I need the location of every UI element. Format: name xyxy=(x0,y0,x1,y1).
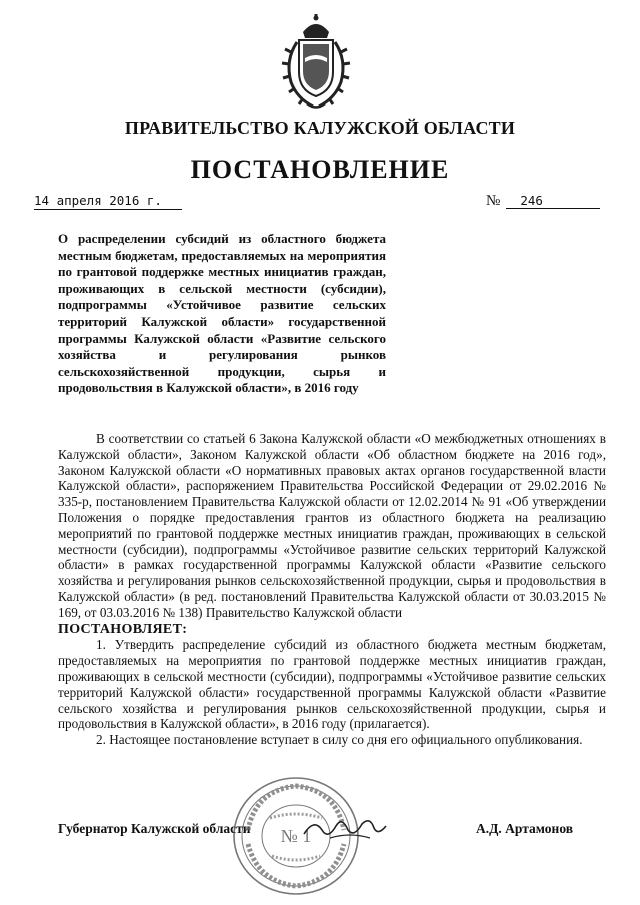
resolves-word: ПОСТАНОВЛЯЕТ: xyxy=(58,621,188,637)
decree-body xyxy=(58,431,606,748)
decree-number-field xyxy=(486,192,606,210)
decree-subject: О распределении субсидий из областного бюджета местным бюджетам, предоставляемых на мероприятия по грантовой поддержке местных инициатив граждан, проживающих в сельской местности (субсидии), подпрограммы «Устойчивое развитие сельских территорий Калужской области» государственной программы Калужской области «Развитие сельского хозяйства и регулирования рынков сельскохозяйственной продукции, сырья и продовольствия в Калужской области», в 2016 году xyxy=(58,231,386,396)
decree-item-1: 1. Утвердить распределение субсидий из областного бюджета местным бюджетам, предоставляемых на мероприятия по грантовой поддержке местных инициатив граждан, проживающих в сельской местности (субсидии), подпрограммы «Устойчивое развитие сельских территорий Калужской области» государственной программы Калужской области «Развитие сельского хозяйства и регулирования рынков сельскохозяйственной продукции, сырья и продовольствия в Калужской области», в 2016 году (прилагается). xyxy=(58,637,606,732)
decree-title: ПОСТАНОВЛЕНИЕ xyxy=(190,155,450,184)
number-sign: № xyxy=(486,193,501,209)
government-title: ПРАВИТЕЛЬСТВО КАЛУЖСКОЙ ОБЛАСТИ xyxy=(124,118,516,138)
preamble-paragraph xyxy=(58,431,606,637)
signatory-name: А.Д. Артамонов xyxy=(476,821,574,836)
signatory-position: Губернатор Калужской области xyxy=(58,821,251,836)
stamp-number: № 1 xyxy=(280,826,312,846)
coat-of-arms-icon xyxy=(281,12,351,112)
decree-date: 14 апреля 2016 г. xyxy=(34,193,182,210)
decree-number: 246 xyxy=(506,193,600,209)
handwritten-signature xyxy=(300,808,390,848)
preamble-text: В соответствии со статьей 6 Закона Калужской области «О межбюджетных отношениях в Калужской области», Законом Калужской области «Об областном бюджете на 2016 год», Законом Калужской области «О нормативных правовых актах органов государственной власти Калужской области», распоряжением Правительства Российской Федерации от 29.02.2016 № 335-р, постановлением Правительства Калужской области от 12.02.2014 № 91 «Об утверждении Положения о порядке предоставления грантов из областного бюджета на реализацию мероприятий по грантовой поддержке местных инициатив граждан, проживающих в сельской местности (субсидии), подпрограммы «Устойчивое развитие сельских территорий Калужской области» в рамках государственной программы Калужской области «Развитие сельского хозяйства и регулирования рынков сельскохозяйственной продукции, сырья и продовольствия в Калужской области» (в ред. постановлений Правительства Калужской области от 30.03.2015 № 169, от 03.03.2016 № 138) Правительство Калужской области xyxy=(58,431,606,620)
decree-item-2: 2. Настоящее постановление вступает в силу со дня его официального опубликования. xyxy=(96,732,583,748)
